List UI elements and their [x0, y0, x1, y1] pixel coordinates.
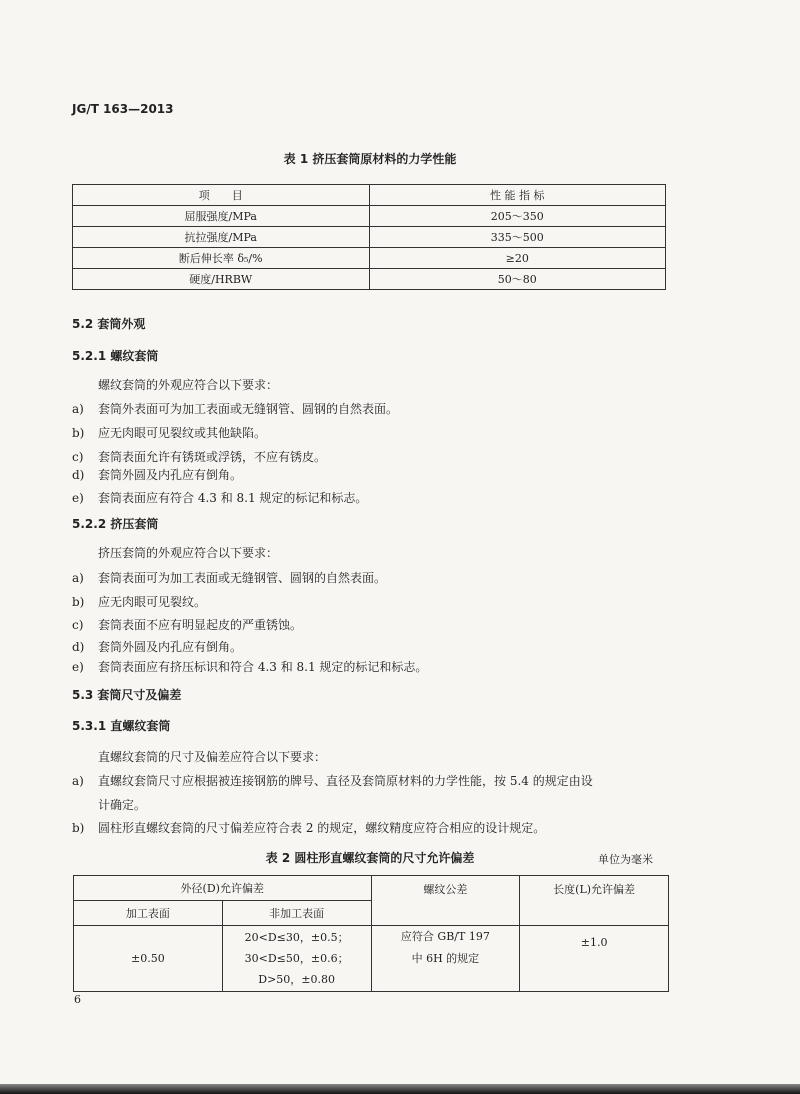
table-row — [73, 269, 666, 290]
list-item: c) 套筒表面允许有锈斑或浮锈，不应有锈皮。 — [72, 450, 327, 464]
page-number: 6 — [74, 993, 81, 1006]
section-5-2-1-title: 5.2.1 螺纹套筒 — [72, 349, 159, 363]
table-header: 外径(D)允许偏差 — [74, 876, 372, 901]
table-cell: 抗拉强度/MPa — [73, 227, 370, 248]
document-header: JG/T 163—2013 — [72, 102, 174, 116]
table-header: 项 目 — [73, 185, 370, 206]
table2 — [73, 875, 669, 992]
table-header: 长度(L)允许偏差 — [520, 876, 669, 926]
table-row — [73, 227, 666, 248]
list-item: a) 直螺纹套筒尺寸应根据被连接钢筋的牌号、直径及套筒原材料的力学性能，按 5.4 的规定由设 — [72, 774, 593, 788]
list-item: a) 套筒外表面可为加工表面或无缝钢管、圆钢的自然表面。 — [72, 402, 399, 416]
table-cell: 应符合 GB/T 197 中 6H 的规定 — [371, 926, 520, 992]
list-item: c) 套筒表面不应有明显起皮的严重锈蚀。 — [72, 618, 303, 632]
scan-edge — [0, 1084, 800, 1094]
table-cell: ±0.50 — [74, 926, 223, 992]
section-5-2-title: 5.2 套筒外观 — [72, 317, 146, 331]
list-item: b) 应无肉眼可见裂纹。 — [72, 595, 207, 609]
table-header: 螺纹公差 — [371, 876, 520, 926]
table-cell: 20<D≤30，±0.5； 30<D≤50，±0.6； D>50，±0.80 — [222, 926, 371, 992]
table1-title: 表 1 挤压套筒原材料的力学性能 — [283, 152, 457, 166]
table-cell: 205～350 — [369, 206, 666, 227]
table-row — [73, 248, 666, 269]
list-item: a) 套筒表面可为加工表面或无缝钢管、圆钢的自然表面。 — [72, 571, 387, 585]
list-item: d) 套筒外圆及内孔应有倒角。 — [72, 468, 243, 482]
table-header: 性 能 指 标 — [369, 185, 666, 206]
table2-title: 表 2 圆柱形直螺纹套筒的尺寸允许偏差 — [265, 851, 475, 865]
section-5-2-2-title: 5.2.2 挤压套筒 — [72, 517, 159, 531]
list-item-continuation: 计确定。 — [98, 798, 147, 812]
table-row — [73, 206, 666, 227]
table-cell: ≥20 — [369, 248, 666, 269]
table-cell: 屈服强度/MPa — [73, 206, 370, 227]
table-header-row — [73, 185, 666, 206]
section-5-3-1-title: 5.3.1 直螺纹套筒 — [72, 719, 171, 733]
list-item: d) 套筒外圆及内孔应有倒角。 — [72, 640, 243, 654]
table-header: 加工表面 — [74, 901, 223, 926]
table-cell: 335～500 — [369, 227, 666, 248]
list-item: b) 应无肉眼可见裂纹或其他缺陷。 — [72, 426, 267, 440]
list-item: e) 套筒表面应有符合 4.3 和 8.1 规定的标记和标志。 — [72, 491, 368, 505]
table-cell: 断后伸长率 δ₅/% — [73, 248, 370, 269]
table-cell: 硬度/HRBW — [73, 269, 370, 290]
list-item: b) 圆柱形直螺纹套筒的尺寸偏差应符合表 2 的规定，螺纹精度应符合相应的设计规定。 — [72, 821, 546, 835]
table-cell: 50～80 — [369, 269, 666, 290]
table2-unit: 单位为毫米 — [598, 853, 653, 866]
section-intro: 挤压套筒的外观应符合以下要求： — [98, 546, 279, 560]
table-cell: ±1.0 — [520, 926, 669, 992]
table1 — [72, 184, 666, 290]
table-header: 非加工表面 — [222, 901, 371, 926]
section-5-3-title: 5.3 套筒尺寸及偏差 — [72, 688, 182, 702]
list-item: e) 套筒表面应有挤压标识和符合 4.3 和 8.1 规定的标记和标志。 — [72, 660, 428, 674]
section-intro: 直螺纹套筒的尺寸及偏差应符合以下要求： — [98, 750, 327, 764]
section-intro: 螺纹套筒的外观应符合以下要求： — [98, 378, 279, 392]
